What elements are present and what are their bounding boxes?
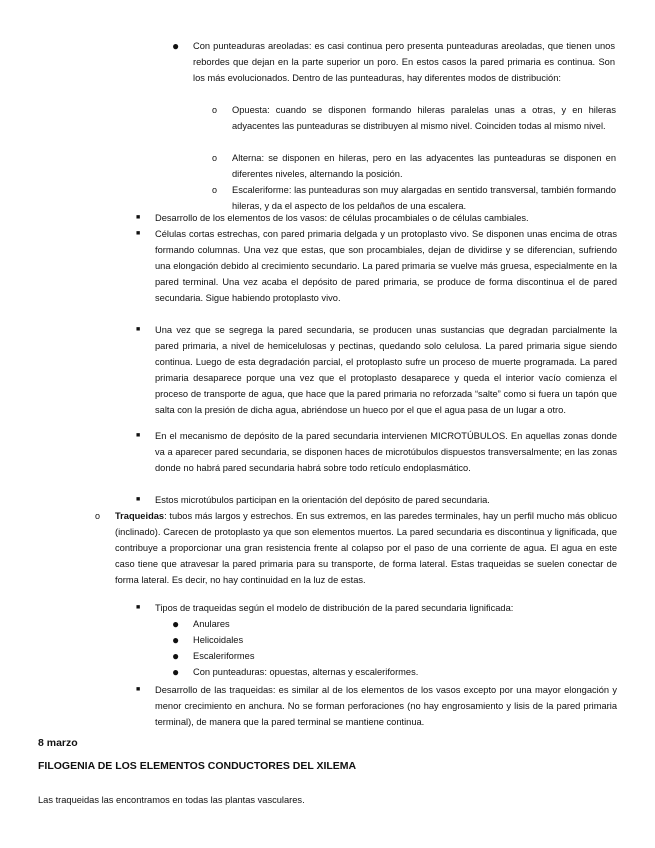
bullet-circle: o [212,185,218,195]
traqueidas-tipos-label: Tipos de traqueidas según el modelo de distribución de la pared secundaria lignificada: [155,603,514,613]
tipo-escaleriformes: Escaleriformes [193,651,255,661]
sub-item-alterna: Alterna: se disponen en hileras, pero en las adyacentes las punteaduras se disponen en diferentes niveles, alternando la posición. [232,153,616,180]
bullet-square: ■ [136,496,141,503]
bullet-dot: ● [172,633,180,647]
bullet-square: ■ [136,230,141,237]
vasos-point-orientacion: Estos microtúbulos participan en la orientación del depósito de pared secundaria. [155,495,490,505]
traqueidas-term: Traqueidas [115,511,165,521]
section-title: FILOGENIA DE LOS ELEMENTOS CONDUCTORES DEL XILEMA [38,760,357,772]
vasos-point-desarrollo: Desarrollo de los elementos de los vasos: de células procambiales o de células cambiales. [155,213,529,223]
tipo-con-punteaduras: Con punteaduras: opuestas, alternas y escaleriformes. [193,667,419,677]
paragraph-punteaduras-areoladas: Con punteaduras areoladas: es casi continua pero presenta punteaduras areoladas, que tienen unos rebordes que dejan en la parte superior un poro. En estos casos la pared primaria es continua. Son los más evolucionados. Dentro de las punteaduras, hay diferentes modos de distribución: [193,41,615,84]
sub-item-opuesta: Opuesta: cuando se disponen formando hileras paralelas unas a otras, y en hileras adyacentes las punteaduras se distribuyen al mismo nivel. Coinciden todas al mismo nivel. [232,105,616,132]
vasos-point-celulas: Células cortas estrechas, con pared primaria delgada y un protoplasto vivo. Se disponen unas encima de otras formando columnas. Una vez que estas, que son procambiales, dejan de dividirse y se diferencian, sufriendo una elongación debido al crecimiento secundario. La pared primaria se vuelve más gruesa, especialmente en la pared terminal. Una vez acaba el depósito de pared primaria, se produce de forma discontinua el de pared secundaria. Sigue habiendo protoplasto vivo. [155,229,617,304]
final-paragraph: Las traqueidas las encontramos en todas las plantas vasculares. [38,795,305,805]
date-heading: 8 marzo [38,737,78,749]
tipo-anulares: Anulares [193,619,230,629]
bullet-square: ■ [136,326,141,333]
bullet-circle: o [95,511,101,521]
bullet-square: ■ [136,604,141,611]
bullet-dot: ● [172,617,180,631]
bullet-square: ■ [136,214,141,221]
bullet-circle: o [212,105,218,115]
traqueidas-desarrollo: Desarrollo de las traqueidas: es similar al de los elementos de los vasos excepto por una mayor elongación y menor crecimiento en anchura. No se forman perforaciones (no hay engrosamiento y lisis de la pared primaria terminal), de manera que la pared terminal se mantiene continua. [155,685,617,728]
bullet-dot: ● [172,39,180,53]
paragraph-traqueidas [115,508,617,588]
bullet-dot: ● [172,665,180,679]
bullet-circle: o [212,153,218,163]
traqueidas-text: : tubos más largos y estrechos. En sus extremos, en las paredes terminales, hay un perfil mucho más oblicuo (inclinado). Carecen de protoplasto ya que son elementos muertos. La pared secundaria es discontinua y lignificada, que contribuye a proporcionar una gran resistencia frente al colapso por el paso de una corriente de agua. El agua en este caso tiene que atravesar la pared primaria para su transporte, de forma lateral. Estas traqueidas se suelen conectar de forma lateral. Es decir, no hay continuidad en la luz de estas. [115,511,617,586]
bullet-square: ■ [136,686,141,693]
tipo-helicoidales: Helicoidales [193,635,244,645]
bullet-square: ■ [136,432,141,439]
bullet-dot: ● [172,649,180,663]
vasos-point-microtubulos: En el mecanismo de depósito de la pared secundaria intervienen MICROTÚBULOS. En aquellas zonas donde va a aparecer pared secundaria, se disponen haces de microtúbulos dispuestos transversalmente; en las zonas donde no habrá pared secundaria habrá sobre todo retículo endoplasmático. [155,431,617,474]
vasos-point-segrega: Una vez que se segrega la pared secundaria, se producen unas sustancias que degradan parcialmente la pared primaria, a nivel de hemicelulosas y pectinas, quedando solo celulosa. La pared primaria sigue siendo continua. Luego de esta degradación parcial, el protoplasto sufre un proceso de muerte programada. La pared primaria desaparece porque una vez que el protoplasto desaparece y queda el interior vacío comienza el proceso de transporte de agua, que hace que la pared primaria no reforzada “salte” como si fuera un tapón que salta con la presión de dicha agua, abriéndose un hueco por el que el agua pasa de un lugar a otro. [155,325,617,416]
sub-item-escaleriforme: Escaleriforme: las punteaduras son muy alargadas en sentido transversal, también formando hileras, y da el aspecto de los peldaños de una escalera. [232,185,616,212]
